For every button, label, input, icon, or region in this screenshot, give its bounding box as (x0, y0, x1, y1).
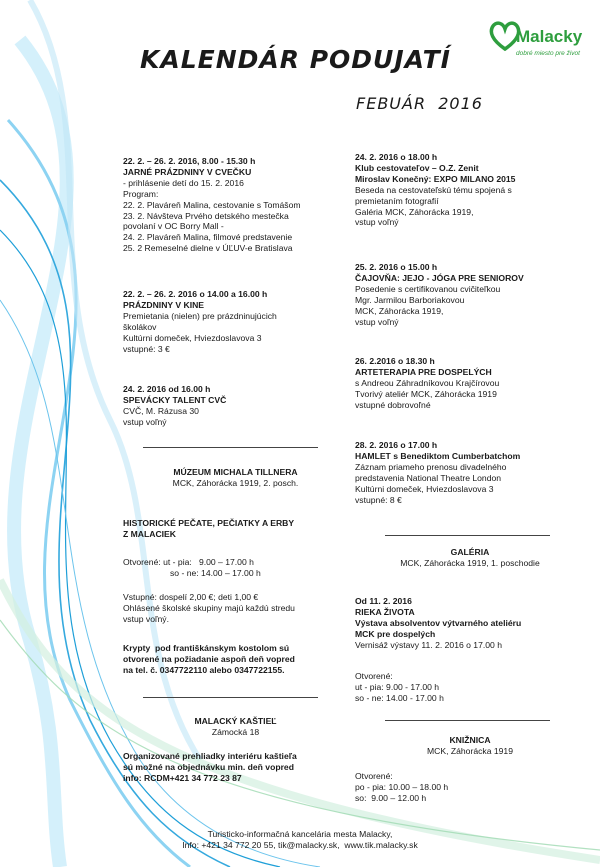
event-date: 24. 2. 2016 o 18.00 h (355, 152, 438, 162)
castle-header (123, 716, 348, 738)
event-line: Beseda na cestovateľskú tému spojená s (355, 184, 512, 195)
event-date: 28. 2. 2016 o 17.00 h (355, 440, 438, 450)
hours-line: po - pia: 10.00 – 18.00 h (355, 781, 449, 792)
event-date: 22. 2. – 26. 2. 2016, 8.00 - 15.30 h (123, 156, 256, 166)
event-line: - prihlásenie detí do 15. 2. 2016 (123, 177, 244, 188)
crypt-line: na tel. č. 0347722110 alebo 0347722155. (123, 664, 285, 675)
malacky-logo (488, 20, 588, 72)
event-singing-talent (123, 384, 348, 428)
exhibit-subtitle: MCK pre dospelých (355, 628, 436, 639)
museum-header (123, 467, 348, 489)
museum-entry (123, 592, 348, 625)
exhibit-title: HISTORICKÉ PEČATE, PEČIATKY A ERBY (123, 518, 295, 528)
exhibit-title: RIEKA ŽIVOTA (355, 606, 415, 617)
event-cinema-holidays (123, 289, 348, 354)
event-line: Posedenie s certifikovanou cvičiteľkou (355, 283, 501, 294)
library-header (355, 735, 585, 757)
hours-line: ut - pia: 9.00 - 17.00 h (355, 681, 440, 692)
library-address: MCK, Záhorácka 1919 (427, 745, 513, 756)
hours-label: Otvorené: (355, 771, 393, 781)
event-line: vstupné: 3 € (123, 343, 170, 354)
event-date: 22. 2. – 26. 2. 2016 o 14.00 a 16.00 h (123, 289, 268, 299)
event-line: Záznam priameho prenosu divadelného (355, 461, 507, 472)
entry-line: Vstupné: dospelí 2,00 €; deti 1,00 € (123, 592, 259, 602)
hours-line: Otvorené: ut - pia: 9.00 – 17.00 h (123, 557, 254, 567)
hours-line: so: 9.00 – 12.00 h (355, 792, 427, 803)
museum-heading: MÚZEUM MICHALA TILLNERA (173, 467, 298, 477)
gallery-address: MCK, Záhorácka 1919, 1. poschodie (400, 557, 540, 568)
divider (385, 720, 550, 721)
month-title: FEBUÁR 2016 (356, 94, 483, 113)
event-line: vstup voľný (355, 316, 399, 327)
footer (150, 829, 450, 851)
event-line: 23. 2. Návšteva Prvého detského mestečka (123, 210, 289, 221)
page-title: KALENDÁR PODUJATÍ (140, 45, 451, 74)
entry-line: Ohlásené školské skupiny majú každú stredu (123, 602, 295, 613)
event-title: ČAJOVŇA: JEJO - JÓGA PRE SENIOROV (355, 272, 524, 283)
event-hamlet (355, 440, 585, 505)
castle-line: Organizované prehliadky interiéru kaštieľa (123, 751, 297, 761)
event-line: 24. 2. Plaváreň Malina, filmové predstavenie (123, 232, 293, 243)
castle-line: sú možné na objednávku min. deň vopred (123, 761, 294, 772)
museum-address: MCK, Záhorácka 1919, 2. posch. (172, 477, 299, 488)
event-line: vstup voľný (123, 416, 167, 427)
logo-text: Malacky (516, 27, 583, 46)
event-title: ARTETERAPIA PRE DOSPELÝCH (355, 366, 492, 377)
gallery-exhibit (355, 596, 585, 651)
event-line: 25. 2 Remeselné dielne v ÚĽUV-e Bratislava (123, 243, 293, 254)
museum-hours (123, 557, 348, 579)
event-line: predstavenia National Theatre London (355, 472, 502, 483)
event-title: Miroslav Konečný: EXPO MILANO 2015 (355, 173, 516, 184)
gallery-header (355, 547, 585, 569)
gallery-heading: GALÉRIA (450, 547, 490, 557)
footer-contact: Info: +421 34 772 20 55, tik@malacky.sk, www.tik.malacky.sk (182, 839, 418, 850)
exhibit-subtitle: Výstava absolventov výtvarného ateliéru (355, 617, 522, 628)
crypt-info (123, 643, 348, 676)
crypt-line: otvorené na požiadanie aspoň deň vopred (123, 653, 295, 664)
event-line: Kultúrni domeček, Hviezdoslavova 3 (123, 332, 262, 343)
event-line: vstupné: 8 € (355, 494, 402, 505)
library-hours (355, 771, 585, 804)
event-title: SPEVÁCKY TALENT CVČ (123, 394, 227, 405)
event-title: HAMLET s Benediktom Cumberbatchom (355, 450, 521, 461)
event-date: 24. 2. 2016 od 16.00 h (123, 384, 211, 394)
library-heading: KNIŽNICA (449, 735, 491, 745)
event-line: Premietania (nielen) pre prázdninujúcich (123, 310, 277, 321)
event-date: 26. 2.2016 o 18.30 h (355, 356, 435, 366)
event-line: 22. 2. Plaváreň Malina, cestovanie s Tomášom (123, 199, 301, 210)
exhibit-date: Od 11. 2. 2016 (355, 596, 412, 606)
event-line: Mgr. Jarmilou Barboriakovou (355, 294, 465, 305)
hours-line: so - ne: 14.00 - 17.00 h (355, 692, 444, 703)
castle-heading: MALACKÝ KAŠTIEĽ (194, 716, 277, 726)
event-line: Galéria MCK, Záhorácka 1919, (355, 206, 474, 217)
vernisage-line: Vernisáž výstavy 11. 2. 2016 o 17.00 h (355, 639, 502, 650)
crypt-line: Krypty pod františkánskym kostolom sú (123, 643, 290, 653)
event-line: MCK, Záhorácka 1919, (355, 305, 444, 316)
castle-info (123, 751, 348, 784)
event-title: PRÁZDNINY V KINE (123, 299, 205, 310)
event-date: 25. 2. 2016 o 15.00 h (355, 262, 438, 272)
divider (385, 535, 550, 536)
hours-label: Otvorené: (355, 671, 393, 681)
event-line: premietaním fotografií (355, 195, 439, 206)
event-line: povolaní v OC Borry Mall - (123, 221, 224, 232)
event-travel-club (355, 152, 585, 228)
exhibit-title: Z MALACIEK (123, 528, 176, 539)
castle-address: Zámocká 18 (211, 726, 260, 737)
museum-exhibit (123, 518, 348, 540)
divider (143, 447, 318, 448)
divider (143, 697, 318, 698)
castle-line: info: RCDM+421 34 772 23 87 (123, 772, 242, 783)
event-art-therapy (355, 356, 585, 411)
event-line: vstupné dobrovoľné (355, 399, 431, 410)
event-line: školákov (123, 321, 157, 332)
logo-tagline: dobré miesto pre život (516, 50, 580, 57)
gallery-hours (355, 671, 585, 704)
event-spring-holidays (123, 156, 348, 254)
event-title: JARNÉ PRÁZDNINY V CVEČKU (123, 166, 252, 177)
event-line: Kultúrni domeček, Hviezdoslavova 3 (355, 483, 494, 494)
event-title: Klub cestovateľov – O.Z. Zenit (355, 162, 479, 173)
event-line: CVČ, M. Rázusa 30 (123, 405, 199, 416)
event-yoga-seniors (355, 262, 585, 327)
event-line: vstup voľný (355, 217, 399, 228)
hours-line: so - ne: 14.00 – 17.00 h (170, 567, 261, 578)
footer-line: Turisticko-informačná kancelária mesta Malacky, (207, 829, 393, 839)
event-line: s Andreou Záhradníkovou Krajčírovou (355, 377, 500, 388)
entry-line: vstup voľný. (123, 613, 169, 624)
event-line: Program: (123, 188, 159, 199)
event-line: Tvorivý ateliér MCK, Záhorácka 1919 (355, 388, 497, 399)
